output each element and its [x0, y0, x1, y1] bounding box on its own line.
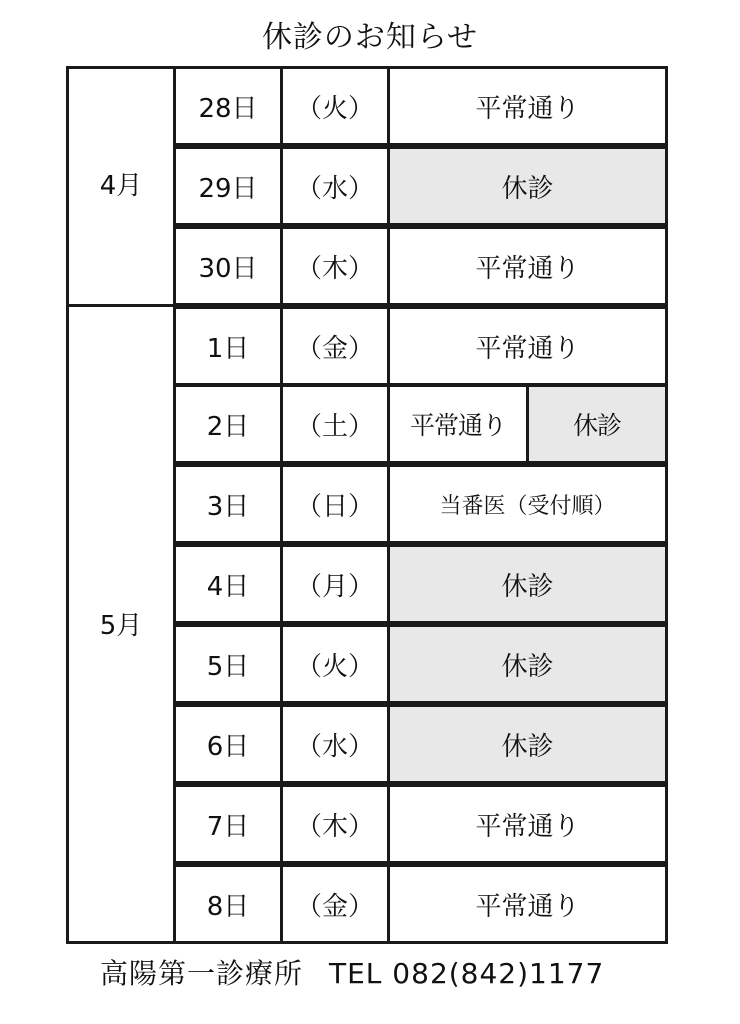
- clinic-name: 高陽第一診療所: [100, 957, 304, 990]
- weekday-cell: （木）: [280, 784, 390, 864]
- status-cell: 平常通り: [387, 226, 668, 306]
- day-cell: 6日: [173, 704, 283, 784]
- weekday-cell: （土）: [280, 384, 390, 464]
- weekday-cell: （火）: [280, 66, 390, 146]
- month-label-april: 4月: [99, 171, 143, 201]
- weekday-cell: （水）: [280, 146, 390, 226]
- page-title: 休診のお知らせ: [261, 20, 479, 55]
- day-cell: 1日: [173, 306, 283, 386]
- month-divider: [66, 304, 176, 307]
- day-cell: 8日: [173, 864, 283, 944]
- clinic-footer: [100, 952, 660, 996]
- status-cell: 平常通り: [387, 384, 529, 464]
- day-cell: 29日: [173, 146, 283, 226]
- status-cell: 平常通り: [387, 306, 668, 386]
- weekday-cell: （日）: [280, 464, 390, 544]
- day-cell: 7日: [173, 784, 283, 864]
- day-cell: 4日: [173, 544, 283, 624]
- weekday-cell: （火）: [280, 624, 390, 704]
- status-cell-closed: 休診: [387, 146, 668, 226]
- day-cell: 30日: [173, 226, 283, 306]
- day-cell: 5日: [173, 624, 283, 704]
- status-cell-closed: 休診: [387, 624, 668, 704]
- status-cell-closed: 休診: [387, 704, 668, 784]
- status-cell: 平常通り: [387, 864, 668, 944]
- status-cell: 平常通り: [387, 66, 668, 146]
- weekday-cell: （水）: [280, 704, 390, 784]
- status-cell-closed: 休診: [526, 384, 668, 464]
- weekday-cell: （月）: [280, 544, 390, 624]
- month-label-may: 5月: [99, 611, 143, 641]
- day-cell: 28日: [173, 66, 283, 146]
- status-cell: 当番医（受付順）: [387, 464, 668, 544]
- day-cell: 3日: [173, 464, 283, 544]
- status-cell-closed: 休診: [387, 544, 668, 624]
- weekday-cell: （金）: [280, 864, 390, 944]
- status-cell: 平常通り: [387, 784, 668, 864]
- weekday-cell: （金）: [280, 306, 390, 386]
- weekday-cell: （木）: [280, 226, 390, 306]
- day-cell: 2日: [173, 384, 283, 464]
- clinic-phone: TEL 082(842)1177: [329, 957, 605, 990]
